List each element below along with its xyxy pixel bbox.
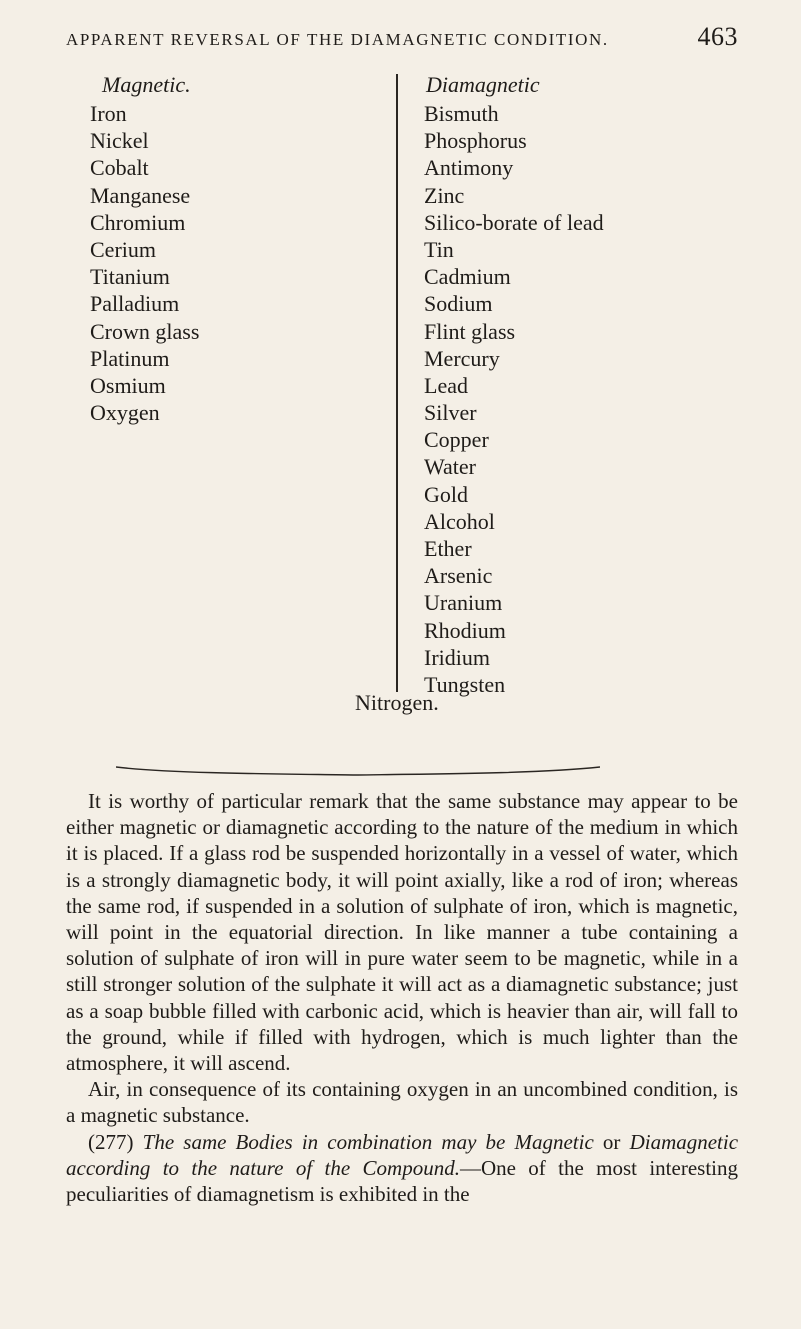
- section-number: (277): [88, 1129, 134, 1154]
- section-heading-or: or: [602, 1129, 621, 1154]
- diamagnetic-item: Ether: [424, 536, 472, 561]
- diamagnetic-item: Antimony: [424, 155, 514, 181]
- magnetic-item: Osmium: [90, 372, 166, 398]
- magnetic-item: Platinum: [90, 345, 170, 371]
- magnetic-item: Crown glass: [90, 318, 200, 344]
- diamagnetic-item: Copper: [424, 427, 489, 453]
- magnetic-item: Titanium: [90, 264, 170, 290]
- page-number: 463: [697, 22, 738, 51]
- diamagnetic-item: Tin: [424, 236, 454, 262]
- diamagnetic-item: Water: [424, 454, 476, 480]
- diamagnetic-item: Tungsten: [424, 671, 506, 697]
- diamagnetic-item: Silver: [424, 400, 477, 426]
- diamagnetic-list: [424, 100, 724, 698]
- diamagnetic-item: Phosphorus: [424, 128, 527, 154]
- section-heading-part-2: Diamagnetic according to the nature of the Compound.: [66, 1129, 739, 1180]
- magnetic-item: Iron: [90, 101, 127, 126]
- magnetic-heading: Magnetic.: [102, 72, 191, 97]
- magnetic-item: Nickel: [90, 128, 149, 154]
- diamagnetic-item: Gold: [424, 481, 468, 507]
- body-text: [66, 788, 738, 1207]
- substance-table: [66, 70, 738, 715]
- diamagnetic-item: Lead: [424, 372, 468, 398]
- magnetic-item: Palladium: [90, 291, 180, 317]
- magnetic-item: Manganese: [90, 182, 191, 208]
- diamagnetic-item: Zinc: [424, 182, 465, 208]
- diamagnetic-item: Iridium: [424, 644, 490, 670]
- diamagnetic-item: Silico-borate of lead: [424, 209, 604, 235]
- diamagnetic-item: Sodium: [424, 291, 493, 317]
- running-head: [66, 22, 738, 52]
- magnetic-item: Oxygen: [90, 400, 160, 426]
- diamagnetic-item: Bismuth: [424, 101, 499, 126]
- diamagnetic-item: Arsenic: [424, 563, 493, 589]
- section-heading-part-1: The same Bodies in combination may be Magnetic: [142, 1129, 594, 1154]
- diamagnetic-item: Flint glass: [424, 318, 516, 344]
- magnetic-column: [90, 70, 390, 426]
- diamagnetic-heading: Diamagnetic: [426, 72, 540, 97]
- section-text: —One of the most interesting peculiarities of diamagnetism is exhibited in the: [66, 1155, 738, 1207]
- diamagnetic-item: Rhodium: [424, 617, 506, 643]
- magnetic-item: Chromium: [90, 209, 186, 235]
- brace-rule: [116, 764, 600, 778]
- magnetic-item: Cerium: [90, 236, 156, 262]
- diamagnetic-item: Cadmium: [424, 264, 511, 290]
- paragraph-2: Air, in consequence of its containing oxygen in an uncombined condition, is a magnetic substance.: [66, 1077, 738, 1128]
- column-divider: [396, 74, 398, 692]
- paragraph-1: It is worthy of particular remark that the same substance may appear to be either magnetic or diamagnetic according to the nature of the medium in which it is placed. If a glass rod be suspended horizontally in a vessel of water, which is a strongly diamagnetic body, it will point axially, like a rod of iron; whereas the same rod, if suspended in a solution of sulphate of iron, which is magnetic, will point in the equatorial direction. In like manner a tube containing a solution of sulphate of iron will in pure water seem to be magnetic, while in a still stronger solution of the sulphate it will act as a diamagnetic substance; just as a soap bubble filled with carbonic acid, which is heavier than air, will fall to the ground, while if filled with hydrogen, which is much lighter than the atmosphere, it will ascend.: [66, 789, 738, 1076]
- nitrogen-entry: Nitrogen.: [355, 690, 439, 715]
- diamagnetic-column: [424, 70, 724, 698]
- diamagnetic-item: Alcohol: [424, 508, 495, 534]
- diamagnetic-item: Uranium: [424, 590, 503, 616]
- paragraph-3: [66, 1129, 738, 1208]
- magnetic-list: [90, 100, 390, 426]
- running-title: APPARENT REVERSAL OF THE DIAMAGNETIC CONDITION.: [66, 30, 609, 49]
- magnetic-item: Cobalt: [90, 155, 149, 181]
- diamagnetic-item: Mercury: [424, 345, 500, 371]
